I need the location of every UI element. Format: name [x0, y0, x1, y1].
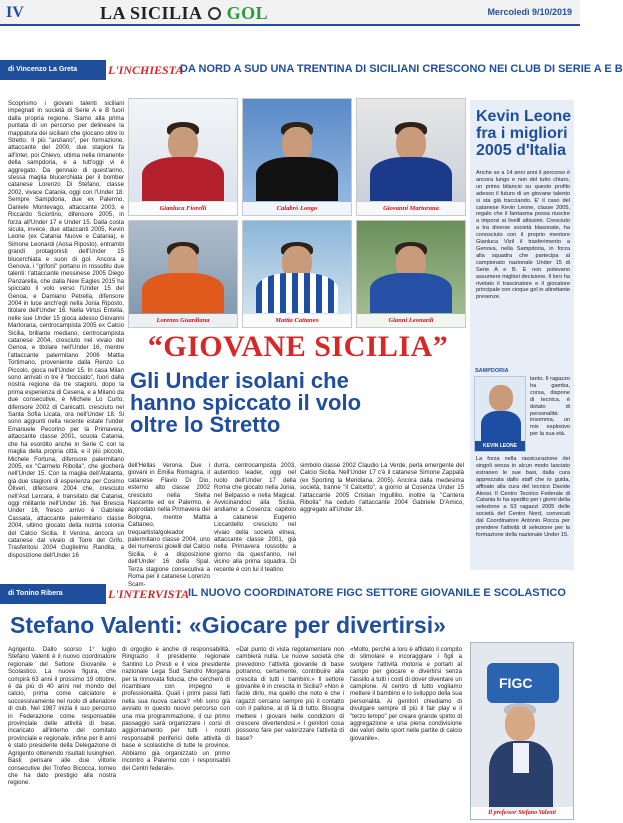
article-column: simbolo classe 2002 Claudio La Verde, perla emergente del Calcio Sicilia. Nell'Under 17 c'è il catanese Simone Zappalà (ex Sporting la Meridiana, 2005). Ancora dalla medesima società, tranne "il Calcetto", a giorno al Cosenza Under 15 l'attaccante 2005 Cristian Ingullilio, inoltre la "Cantera Ribolla" ha ceduto l'attaccante 2004 Gabriele D'Amico, aggregato all'Under 18.: [300, 462, 464, 514]
section-bar-inchiesta: [0, 60, 623, 80]
section-strapline: IL NUOVO COORDINATORE FIGC SETTORE GIOVANILE E SCOLASTICO: [188, 587, 566, 599]
article-column: durra, centrocampista 2003, autentico leader, oggi nel ruolo dell'Under 17 della Roma che giocato nella Jonia, nel Belpasso e nella Magical. Avvicinandoci alla Sicilia, andiamo a Cosenza: capitolo a catanese Eugenio Liccardello cresciuto nel vivaio della società etnea, attaccante classe 2001, già nella Primavera rossoblu a giorno da quest'anno, nel vicino alla prima squadra. Di recente è con lui il teatino: [214, 462, 296, 573]
interview-portrait: [470, 642, 574, 820]
player-shirt: [481, 411, 521, 443]
brand-main: LA SICILIA: [100, 3, 202, 23]
sidebar-title: Kevin Leone fra i migliori 2005 d'Italia: [476, 108, 572, 159]
player-head: [396, 127, 426, 161]
sidebar-box: [470, 100, 574, 570]
interview-title: Stefano Valenti: «Giocare per divertirsi»: [10, 612, 446, 638]
player-shirt: [370, 157, 452, 201]
sidebar-text: La forza nella rassicurazione dei singoli senza in alcun modo lasciato estraneo le sue basi, dalla cura apprezzata dallo staff che lo guida, affinato alla cura del tecnico Davide Alessi. Il Centro Tecnico Federale di Catania lo ha spedito per i giorni della selezione a 63 ragazzi 2005 delle società del Centro Nord, convocati dal Coordinatore Antonio Rocca per prendere l'attività di selezione per la formazione della nazionale Under 15.: [476, 456, 570, 538]
sidebar-player-photo: [474, 368, 526, 452]
player-shirt: [256, 157, 338, 201]
photo-caption: Gianni Leonardi: [357, 314, 465, 327]
newspaper-brand: [100, 3, 268, 24]
sidebar-text: tanto. Il ragazzo ha gamba, corsa, dispone di tecnica, è dotato di personalità: insomma, un mix esplosivo per la sua età.: [530, 376, 570, 438]
section-strapline: DA NORD A SUD UNA TRENTINA DI SICILIANI CRESCONO NEI CLUB DI SERIE A E B: [180, 63, 623, 75]
interview-column: Agrigento. Dallo scorso 1° luglio Stefano Valenti è il nuovo coordinatore regionale del Settore Giovanile e Scolastico. La nuova figura, che compirà 63 anni il prossimo 19 ottobre, è da più di 40 anni nel mondo del calcio, prima come calciatore e successivamente nel ruolo di allenatore di club. Nel 1987 inizia il suo percorso in Federazione come responsabile provinciale delle attività di base, incaricato all'interno del comitato provinciale e regionale, infine per 8 anni è stato presidente della Delegazione di Agrigento ottenendo risultati lusinghieri. Basti pensare alle due vittorie consecutive del Trofeo Bicocca, torneo che ha dato prestigio alla nostra regione.: [8, 646, 116, 787]
player-shirt: [142, 273, 224, 313]
player-name-label: KEVIN LEONE: [475, 441, 525, 451]
player-shirt: [370, 273, 452, 313]
article-column: dell'Hellas Verona. Due i giovani in Emilia Romagna, il catanese Flavio Di Dio, esterno alto classe 2002 cresciuto nella Stella Nascente ed ex Palermo, è approdato nella Primavera del Bologna, mentre Mattia Cattaneo, trequartista/goleador palermitano classe 2004, uno dei numerosi gioielli del Calcio Sicilia, è a disposizione dell'Under 16 della Spal. Terza stagione consecutiva a Roma per il catanese Lorenzo Scam-: [128, 462, 210, 588]
club-label: SAMPDORIA: [475, 368, 509, 374]
photo-caption: Giovanni Martorana: [357, 202, 465, 215]
photo-caption: Calabrò Longo: [243, 202, 351, 215]
quote-headline: “GIOVANE SICILIA”: [147, 330, 449, 363]
football-icon: [208, 7, 221, 20]
article-column-left: Scoprismo i giovani talenti siciliani impegnati in società di Serie A e B fuori dalla propria regione. Siamo alla prima puntata di un percorso per delineare la mappatura dei siciliani che giocano oltre lo Stretto. Il più "anziano", per formazione, attaccante del 2000, due stagioni fa all'Inter, poi Chievo, ultima nella rimanente della sampdoria, e a tutt'oggi vi è aggregato. Da gennaio di quest'anno, stessa maglia blucerchiata per il bomber catanese Lorenzo Di Stefano, classe 2002, vivace Catania, oggi con l'Under 18. Sempre Sampdoria, due ex Palermo, Daniele Montevago, attaccante 2003, e Riccardo Sciortino, difensore 2005, in forza all'Under 17 e Under 15. Dalla costa sicula, invece, due attaccanti 2005, Kevin Leone (ex Catania Nuove e Catania), e Simone Leonardi (Aosa Riposto), entrambi grandi protagonisti dell'Under 15 blucerchiata e suon di gol. Ancora a Genova, i "grifoni" portano in rossoblu due talenti: l'attaccante messinese 2005 Diego Panzarella, che dalla New Eagles 2015 ha spiccato il volo verso l'Under 15 del Genoa, e Damiano Petrella, difensore 2004 in luce anch'egli nella Jonia Riposto, titolare dell'Under 16. Nella Virtus Entella, nelle sue Under 15 gioca adesso Giovanni Martorana, centrocampista 2005 ex Calcio Sicilia, brillante mediano, centrocampista catanese 2004, cresciuto nel vivaio del Genoa, e titolare nell'Under 16, mentre l'attaccante palermitano 2006 Mattia Tortimano, proveniente dalla Renzo Lo Piccolo, gioca nell'Under 15. In casa Milan sono arrivati in tre il "bocciato", fuori dalla nostra regione da tre stagioni, dopo la prima esperienza di Cesena, e a Milano da due consecutive, è Michele Lo Curto, difensore 2002 di Canicattì, cresciuto nel Santa Sofia Licata, ora nell'Under 18. Si sono aggiunti nella recente estate l'under Emanuele Pecorino per la Primavera, attaccante classe 2001, scuola Catania, che ha esordito anche in Serie C con la maglia della propria città, e il più piccolo, Michele Fortuna, difensore palermitano 2005, ex "Carmelo Ribolla", che giocherà nell'Under 15. Con la maglia dell'Atalanta, già due stagioni di esperienza per Cosimo Oliveri, difensore 2004 che, cresciuto nell'Asd Lercara, è transitato dal Catania, oggi militante nell'Under 16. Nei Brescia Under 16, fresco arrivo è Gabriele Cassata, attaccante palermitano classe 2004, ultimo giocato della nutrita colonia del Calcio Sicilia. Il Verona, ancora un catanese dal vivaio di Torre del Grifo. Trasferitosi 2004 Guglielmo Randita, a disposizione dell'Under 16: [8, 100, 124, 559]
page-number: IV: [6, 4, 24, 21]
masthead: [0, 0, 580, 26]
player-head: [282, 127, 312, 161]
player-shirt: [142, 157, 224, 201]
interview-column: «Dal punto di vista regolamentare non cambierà nulla. Le nuove società che prevedono l'attività giovanile di base potranno, certamente, contribuire alla crescita di tutti i bambini.» Il settore giovanile è in crescita in Sicilia? «Non è facile dirlo, ma quello che noto è che i ragazzi cercano sempre più il contatto con il pallone, al di là di tutto. Bisogna mettere i giovani nelle condizioni di crescere divertendosi.» I genitori cosa possono fare per valorizzare l'attività di base?: [236, 646, 344, 742]
section-kicker: L'INTERVISTA: [108, 587, 190, 601]
interview-column: di orgoglio e anche di responsabilità. Ringrazio il presidente regionale Santino Lo Presti e il vice presidente nazionale Lega Sud Sandro Morgana per la rinnovata fiducia, che cercherò di ricambiare con impegno e professionalità. Quali i primi passi fatti nella sua nuova carica? «Mi sono già avviato in questo nuovo percorso con una mia programmazione, il cui primo passaggio sarà organizzare i corsi di aggiornamento per tutti i nostri responsabili periferici delle attività di base e scolastiche di tutte le province. Abbiamo già organizzato un primo incontro a Palermo con i responsabili dei Centri federali».: [122, 646, 230, 772]
sidebar-text: Anche se a 14 anni anni il percorso è ancora lungo e non del tutto chiaro, un primo bilancio su questo profilo adesso il futuro di un giovane talento si sta già tracciando. E' il caso del catanese Kevin Leone, classe 2005, regalo che il fantasma possa riuscire a imporsi ai livelli altissimi. Cresciuto a tra diverse società blasonate, ha conosciuto con il proprio mentore Gianluca Vizil il trasferimento a Genova, nella Sampdoria, in forza alla squadra che partecipa al campionato nazionale Under 15 di Serie A e B. E non potevano assumere migliori decisione. Il loro ha rivelato il trascinatore e il giocatore principale con cinque gol in altrettante presenze.: [476, 170, 570, 301]
brand-sport: GOL: [226, 3, 269, 23]
portrait-caption: Il professor Stefano Valenti: [471, 807, 573, 819]
person-shirt: [513, 743, 529, 773]
photo-caption: Lorenzo Guardiana: [129, 314, 237, 327]
player-shirt: [256, 273, 338, 313]
author-byline: di Vincenzo La Greta: [0, 60, 106, 80]
person-head: [505, 707, 535, 741]
photo-caption: Mattia Cattaneo: [243, 314, 351, 327]
player-photo: [356, 98, 466, 216]
author-byline: di Tonino Ribera: [0, 584, 106, 604]
player-photo: [356, 220, 466, 328]
photo-caption: Gianluca Fiorelli: [129, 202, 237, 215]
player-head: [168, 127, 198, 161]
player-photo: [242, 98, 352, 216]
issue-date: Mercoledì 9/10/2019: [487, 7, 572, 17]
section-bar-intervista: [0, 584, 580, 604]
player-photo: [242, 220, 352, 328]
section-kicker: L'INCHIESTA: [108, 63, 184, 77]
logo-text: FIGC: [499, 675, 533, 691]
main-headline: Gli Under isolani che hanno spiccato il volo oltre lo Stretto: [130, 368, 362, 437]
interview-column: «Molto, perché a loro è affidato il compito di stimolare e incoraggiare i figli a svolgere l'attività motoria e portarli al campo per giocare e divertirsi senza l'assillo a tutti i costi di dover diventare un campione. Al centro di tutto vogliamo mettere il bambino e lo sviluppo della sua personalità. Ai genitori chiediamo di divulgare sempre di più il fair play e il "terzo tempo" per creare grande spirito di aggregazione e una piena condivisione dei valori dello sport nelle partite di calcio giovanile».: [350, 646, 462, 742]
player-photo: [128, 98, 238, 216]
player-head: [489, 385, 513, 411]
player-photo: [128, 220, 238, 328]
